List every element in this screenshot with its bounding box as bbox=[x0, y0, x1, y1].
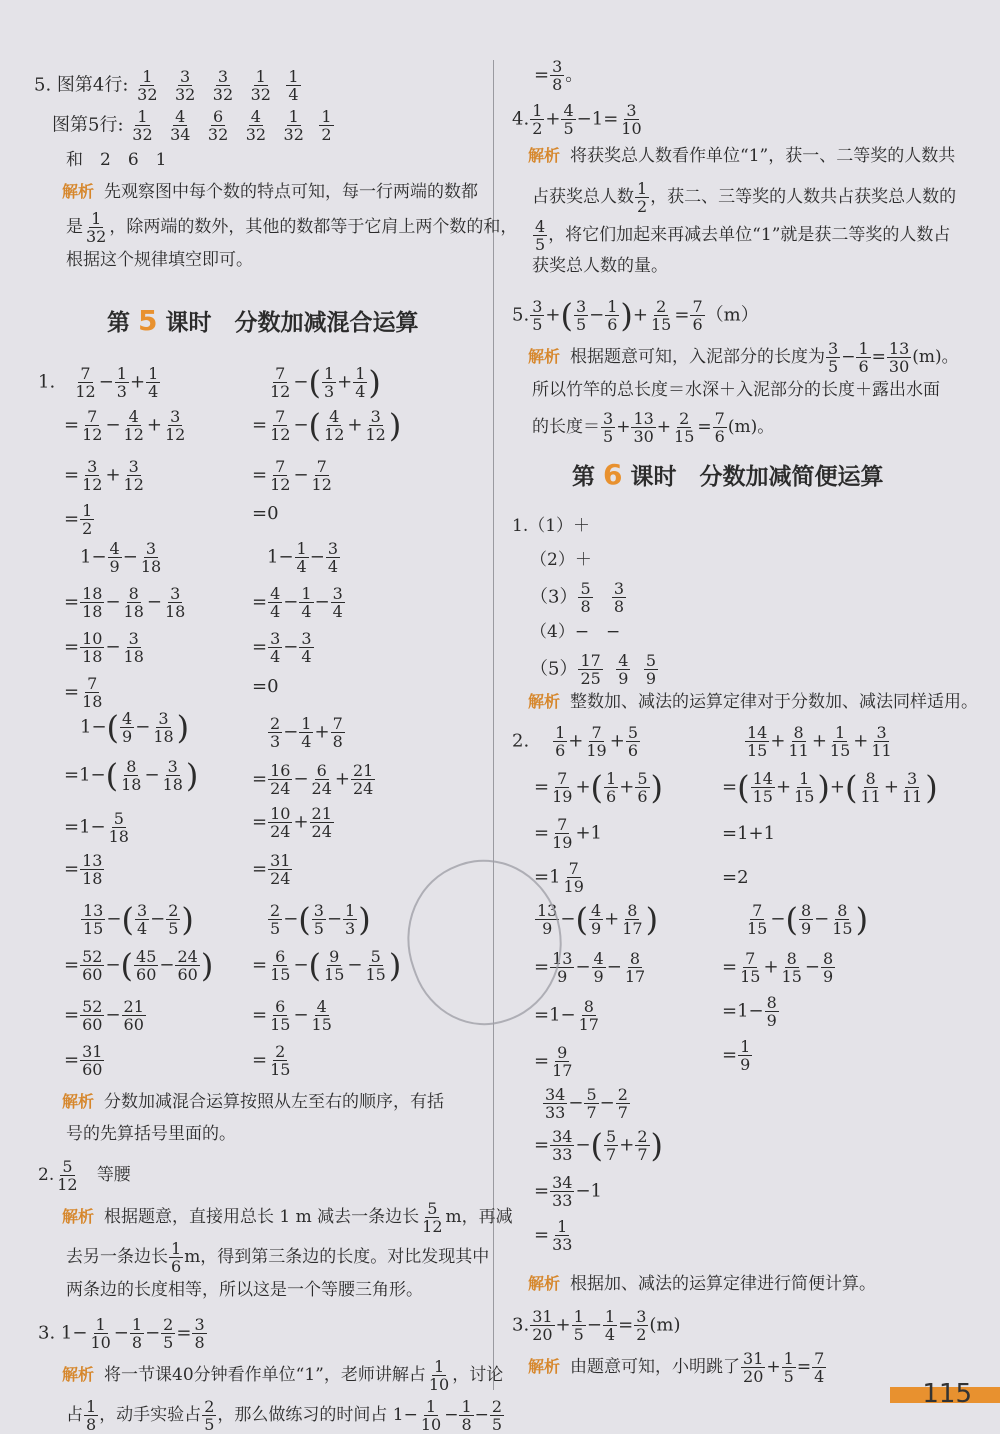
q5-explanation-3: 的长度＝ $\frac{3}{5}$ + $\frac{13}{30}$ + $\frac{2}{15}$ = $\frac{7}{6}$ (m)。 bbox=[532, 409, 775, 446]
calc-row: = $\frac{2}{15}$ bbox=[252, 1042, 291, 1079]
jiexi-label: 解析 bbox=[528, 692, 561, 711]
calc-row: = $\frac{7}{12}$ − $\frac{7}{12}$ bbox=[252, 457, 332, 494]
l6-q2-explanation bbox=[528, 1272, 876, 1296]
calc-row: = $\frac{7}{12}$ −( $\frac{4}{12}$ + $\frac{3}{12}$ ) bbox=[252, 406, 402, 445]
text: = bbox=[534, 64, 550, 86]
text: （m） bbox=[705, 304, 759, 326]
text: m，得到第三条边的长度。对比发现其中 bbox=[184, 1247, 490, 1267]
calc-row: $\frac{13}{15}$ −( $\frac{3}{4}$ − $\frac{2}{5}$ ) bbox=[83, 900, 194, 939]
text: 占 bbox=[66, 1405, 83, 1425]
text: ，除两端的数外，其他的数都等于它肩上两个数的和， bbox=[109, 217, 518, 237]
calc-row: 1− $\frac{4}{9}$ − $\frac{3}{18}$ bbox=[80, 539, 162, 576]
lesson5-explanation-1 bbox=[62, 1090, 444, 1114]
q5-explanation-3: 根据这个规律填空即可。 bbox=[66, 250, 253, 270]
jiexi-label: 解析 bbox=[62, 1092, 95, 1111]
calc-row: $\frac{34}{33}$ − $\frac{5}{7}$ − $\frac{2}{7}$ bbox=[545, 1085, 628, 1122]
q4-explanation-2: 占获奖总人数 $\frac{1}{2}$ ，获二、三等奖的人数共占获奖总人数的 bbox=[532, 179, 957, 216]
q5-explanation-1: 解析 根据题意可知，入泥部分的长度为 $\frac{3}{5}$ − $\frac{1}{6}$ = $\frac{13}{30}$ (m)。 bbox=[528, 339, 959, 376]
calc-row: = $\frac{10}{18}$ − $\frac{3}{18}$ bbox=[64, 629, 144, 666]
text: ，那么做练习的时间占 1− bbox=[217, 1405, 418, 1425]
calc-row: = $\frac{3}{8}$ 。 bbox=[534, 57, 584, 94]
text: 的长度＝ bbox=[532, 417, 600, 437]
l6-q1-5: （5） $\frac{17}{25}$ $\frac{4}{9}$ $\frac{5}{9}$ bbox=[530, 651, 657, 688]
text: ，获二、三等奖的人数共占获奖总人数的 bbox=[650, 187, 957, 207]
l6-q1-3: （3） $\frac{5}{8}$ $\frac{3}{8}$ bbox=[530, 579, 624, 616]
calc-row: = $\frac{7}{15}$ + $\frac{8}{15}$ − $\frac{8}{9}$ bbox=[722, 949, 834, 986]
text: 课时 分数加减混合运算 bbox=[165, 310, 419, 336]
calc-row: = $\frac{31}{60}$ bbox=[64, 1042, 103, 1079]
calc-row: =1− $\frac{8}{9}$ bbox=[722, 993, 777, 1030]
calc-row: =0 bbox=[252, 503, 279, 524]
text: 根据题意可知，入泥部分的长度为 bbox=[570, 347, 826, 367]
l6-q1-explanation bbox=[528, 690, 978, 714]
jiexi-label: 解析 bbox=[528, 146, 561, 165]
page-number: 115 bbox=[922, 1379, 972, 1409]
q2-explanation-1: 解析 根据题意，直接用总长 1 m 减去一条边长 $\frac{5}{12}$ m，再减 bbox=[62, 1199, 513, 1236]
q2-explanation-2: 去另一条边长 $\frac{1}{6}$ m，得到第三条边的长度。对比发现其中 bbox=[66, 1239, 490, 1276]
jiexi-label: 解析 bbox=[528, 1357, 561, 1376]
text: 将一节课40分钟看作单位“1”，老师讲解占 bbox=[104, 1365, 426, 1385]
calc-row: 1. $\frac{7}{12}$ − $\frac{1}{3}$ + $\frac{1}{4}$ bbox=[38, 364, 159, 401]
calc-row: = $\frac{13}{18}$ bbox=[64, 851, 103, 888]
calc-row: = $\frac{1}{2}$ bbox=[64, 501, 93, 538]
q5-label: 5. 图第4行: bbox=[34, 74, 129, 96]
text: 去另一条边长 bbox=[66, 1247, 168, 1267]
q5-sum: 和 2 6 1 bbox=[66, 150, 167, 170]
lesson-number: 5 bbox=[138, 304, 158, 337]
text: 等腰 bbox=[96, 1165, 131, 1185]
q4-answer: 4. $\frac{1}{2}$ + $\frac{4}{5}$ −1= $\frac{3}{10}$ bbox=[512, 101, 642, 138]
q4-explanation-3: $\frac{4}{5}$ ，将它们加起来再减去单位“1”就是获二等奖的人数占 bbox=[535, 217, 951, 254]
calc-row: = $\frac{52}{60}$ −( $\frac{45}{60}$ − $\frac{24}{60}$ ) bbox=[64, 946, 214, 985]
q3-explanation-1: 解析 将一节课40分钟看作单位“1”，老师讲解占 $\frac{1}{10}$ ，讨论 bbox=[62, 1357, 504, 1394]
jiexi-label: 解析 bbox=[62, 1365, 95, 1384]
calc-row: = $\frac{9}{17}$ bbox=[534, 1043, 573, 1080]
lesson5-title bbox=[107, 304, 419, 337]
calc-row: $\frac{13}{9}$ −( $\frac{4}{9}$ + $\frac{8}{17}$ ) bbox=[537, 900, 659, 939]
text: 3. bbox=[512, 1314, 530, 1336]
l6-q3-explanation: 解析 由题意可知，小明跳了 $\frac{31}{20}$ + $\frac{1}{5}$ = $\frac{7}{4}$ bbox=[528, 1349, 825, 1386]
calc-row: = $\frac{4}{4}$ − $\frac{1}{4}$ − $\frac{3}{4}$ bbox=[252, 584, 343, 621]
text: 占获奖总人数 bbox=[532, 187, 634, 207]
calc-row: = $\frac{16}{24}$ − $\frac{6}{24}$ + $\frac{21}{24}$ bbox=[252, 761, 374, 798]
calc-row: $\frac{2}{3}$ − $\frac{1}{4}$ + $\frac{7}{8}$ bbox=[270, 714, 343, 751]
text: 5. bbox=[512, 304, 530, 326]
calc-row: 2. $\frac{1}{6}$ + $\frac{7}{19}$ + $\frac{5}{6}$ bbox=[512, 723, 638, 760]
lesson6-title bbox=[572, 458, 884, 491]
q5-row5-label: 图第5行: bbox=[52, 114, 124, 136]
text: ，动手实验占 bbox=[99, 1405, 202, 1425]
column-divider bbox=[493, 60, 494, 1390]
text: （5） bbox=[530, 658, 578, 680]
q5-explanation-1 bbox=[62, 180, 478, 204]
calc-row: = $\frac{3}{12}$ + $\frac{3}{12}$ bbox=[64, 457, 144, 494]
jiexi-label: 解析 bbox=[528, 347, 561, 366]
text: 根据加、减法的运算定律进行简便计算。 bbox=[570, 1274, 877, 1294]
calc-row: = $\frac{52}{60}$ − $\frac{21}{60}$ bbox=[64, 997, 144, 1034]
calc-row: = $\frac{7}{19}$ +( $\frac{1}{6}$ + $\frac{5}{6}$ ) bbox=[534, 768, 663, 807]
calc-row: = $\frac{1}{9}$ bbox=[722, 1037, 751, 1074]
jiexi-label: 解析 bbox=[528, 1274, 561, 1293]
q3-explanation-2: 占 $\frac{1}{8}$ ，动手实验占 $\frac{2}{5}$ ，那么做练习的时间占 1− $\frac{1}{10}$ − $\frac{1}{8}$ − $\frac{2}{5}$ bbox=[66, 1397, 503, 1434]
calc-row: = $\frac{7}{18}$ bbox=[64, 674, 103, 711]
calc-row: $\frac{7}{15}$ −( $\frac{8}{9}$ − $\frac{8}{15}$ ) bbox=[747, 900, 869, 939]
text: 整数加、减法的运算定律对于分数加、减法同样适用。 bbox=[570, 692, 979, 712]
q2-explanation-3: 两条边的长度相等，所以这是一个等腰三角形。 bbox=[66, 1280, 423, 1300]
text: m，再减 bbox=[445, 1207, 513, 1227]
text: ，讨论 bbox=[452, 1365, 504, 1385]
jiexi-label: 解析 bbox=[62, 182, 95, 201]
calc-row: = $\frac{18}{18}$ − $\frac{8}{18}$ − $\frac{3}{18}$ bbox=[64, 584, 186, 621]
calc-row: =1 $\frac{7}{19}$ bbox=[534, 859, 584, 896]
text: 分数加减混合运算按照从左至右的顺序，有括 bbox=[104, 1092, 445, 1112]
q5-answer: 5. $\frac{3}{5}$ +( $\frac{3}{5}$ − $\frac{1}{6}$ )+ $\frac{2}{15}$ = $\frac{7}{6}$ （m） bbox=[512, 296, 759, 335]
text: 课时 分数加减简便运算 bbox=[630, 464, 884, 490]
l6-q1-4: （4）− − bbox=[530, 622, 621, 642]
q5-explanation-2: 所以竹竿的总长度＝水深＋入泥部分的长度＋露出水面 bbox=[532, 380, 940, 400]
l6-q1-2: （2）＋ bbox=[530, 550, 592, 570]
q3-answer: 3. 1− $\frac{1}{10}$ − $\frac{1}{8}$ − $\frac{2}{5}$ = $\frac{3}{8}$ bbox=[38, 1315, 205, 1352]
text: 4. bbox=[512, 108, 530, 130]
q4-explanation-1 bbox=[528, 144, 955, 168]
calc-row: 1−( $\frac{4}{9}$ − $\frac{3}{18}$ ) bbox=[80, 708, 190, 747]
calc-row: = $\frac{10}{24}$ + $\frac{21}{24}$ bbox=[252, 804, 332, 841]
q5-row5: 图第5行: $\frac{1}{32}$ $\frac{4}{34}$ $\frac{6}{32}$ $\frac{4}{32}$ $\frac{1}{32}$ $\frac{1}{2}$ bbox=[52, 107, 332, 144]
text: 3. 1− bbox=[38, 1322, 88, 1344]
calc-row: $\frac{2}{5}$ −( $\frac{3}{5}$ − $\frac{1}{3}$ ) bbox=[270, 900, 371, 939]
q5-row4: 5. 图第4行: $\frac{1}{32}$ $\frac{3}{32}$ $\frac{3}{32}$ $\frac{1}{32}$ $\frac{1}{4}$ bbox=[34, 67, 299, 104]
calc-row: =1+1 bbox=[722, 823, 776, 844]
text: 2. bbox=[38, 1165, 55, 1185]
calc-row: = $\frac{6}{15}$ −( $\frac{9}{15}$ − $\frac{5}{15}$ ) bbox=[252, 946, 402, 985]
text: 根据题意，直接用总长 1 m 减去一条边长 bbox=[104, 1207, 420, 1227]
q4-explanation-4: 获奖总人数的量。 bbox=[532, 256, 668, 276]
calc-row: = $\frac{31}{24}$ bbox=[252, 851, 291, 888]
q5-explanation-2: 是 $\frac{1}{32}$ ，除两端的数外，其他的数都等于它肩上两个数的和， bbox=[66, 209, 518, 246]
calc-row: = $\frac{34}{33}$ −1 bbox=[534, 1173, 602, 1210]
text: ，将它们加起来再减去单位“1”就是获二等奖的人数占 bbox=[548, 225, 951, 245]
calc-row: =( $\frac{14}{15}$ + $\frac{1}{15}$ )+( $\frac{8}{11}$ + $\frac{3}{11}$ ) bbox=[722, 768, 938, 807]
calc-row: 1− $\frac{1}{4}$ − $\frac{3}{4}$ bbox=[267, 539, 339, 576]
text: 2. bbox=[512, 730, 530, 752]
l6-q3-answer: 3. $\frac{31}{20}$ + $\frac{1}{5}$ − $\frac{1}{4}$ = $\frac{3}{2}$ (m) bbox=[512, 1307, 681, 1344]
calc-row: $\frac{14}{15}$ + $\frac{8}{11}$ + $\frac{1}{15}$ + $\frac{3}{11}$ bbox=[747, 723, 892, 760]
text: 第 bbox=[107, 310, 130, 336]
calc-row: =2 bbox=[722, 867, 749, 888]
calc-row: = $\frac{13}{9}$ − $\frac{4}{9}$ − $\frac{8}{17}$ bbox=[534, 949, 646, 986]
calc-row: $\frac{7}{12}$ −( $\frac{1}{3}$ + $\frac{1}{4}$ ) bbox=[270, 363, 381, 402]
calc-row: = $\frac{7}{19}$ +1 bbox=[534, 815, 602, 852]
q2-answer: 2. $\frac{5}{12}$ 等腰 bbox=[38, 1157, 131, 1194]
calc-row: = $\frac{1}{33}$ bbox=[534, 1217, 573, 1254]
l6-q1-1: 1.（1）＋ bbox=[512, 516, 591, 536]
calc-row: =1−( $\frac{8}{18}$ − $\frac{3}{18}$ ) bbox=[64, 756, 199, 795]
text: 先观察图中每个数的特点可知，每一行两端的数都 bbox=[104, 182, 479, 202]
text: 将获奖总人数看作单位“1”，获一、二等奖的人数共 bbox=[570, 146, 956, 166]
calc-row: = $\frac{34}{33}$ −( $\frac{5}{7}$ + $\frac{2}{7}$ ) bbox=[534, 1126, 663, 1165]
calc-row: = $\frac{3}{4}$ − $\frac{3}{4}$ bbox=[252, 629, 312, 666]
text: 由题意可知，小明跳了 bbox=[570, 1357, 741, 1377]
calc-row: =0 bbox=[252, 676, 279, 697]
lesson-number: 6 bbox=[603, 458, 623, 491]
calc-row: = $\frac{6}{15}$ − $\frac{4}{15}$ bbox=[252, 997, 332, 1034]
calc-row: = $\frac{7}{12}$ − $\frac{4}{12}$ + $\frac{3}{12}$ bbox=[64, 407, 186, 444]
calc-row: =1− $\frac{8}{17}$ bbox=[534, 997, 599, 1034]
text: （3） bbox=[530, 586, 578, 608]
calc-row: =1− $\frac{5}{18}$ bbox=[64, 809, 129, 846]
text: 第 bbox=[572, 464, 595, 490]
lesson5-explanation-2: 号的先算括号里面的。 bbox=[66, 1124, 236, 1144]
text: 是 bbox=[66, 217, 83, 237]
jiexi-label: 解析 bbox=[62, 1207, 95, 1226]
